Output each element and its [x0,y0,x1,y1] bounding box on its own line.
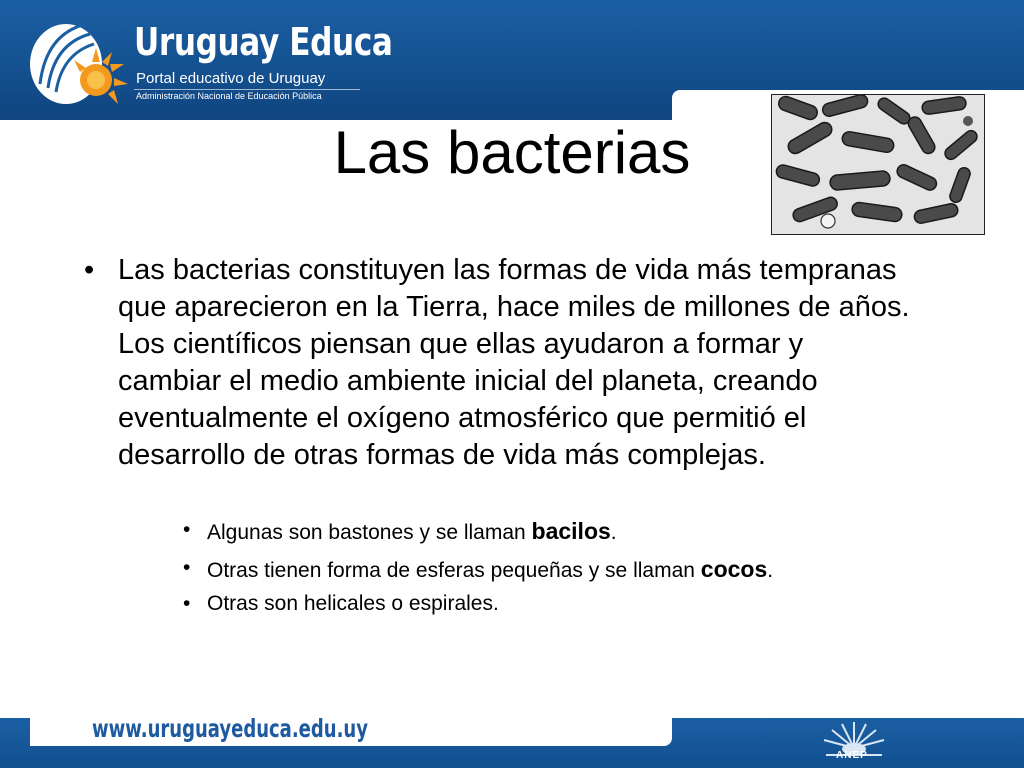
sub-bullet-tail: . [767,559,774,582]
sub-bullet-text: Otras tienen forma de esferas pequeñas y se llaman [207,559,701,582]
bullet-marker: • [183,592,191,615]
brand-organization: Administración Nacional de Educación Pública [136,91,322,101]
bullet-marker: • [84,254,95,286]
sub-bullet-bold: cocos [700,556,768,582]
sub-bullet-text: Otras son helicales o espirales. [207,592,499,615]
main-bullet-text: Las bacterias constituyen las formas de vida más tempranas que aparecieron en la Tierra, hace miles de millones de años. Los científicos piensan que ellas ayudaron a formar y cambiar el medio ambiente inicial del planeta, creando eventualmente el oxígeno atmosférico que permitió el desarrollo de otras formas de vida más complejas. [118,254,910,471]
brand-tagline: Portal educativo de Uruguay [136,70,326,87]
sub-bullet-bold: bacilos [531,518,611,544]
sub-bullet-text: Algunas son bastones y se llaman [207,521,532,544]
brand-divider [134,89,360,90]
brand-title: Uruguay Educa [134,20,393,64]
uruguay-educa-sun-logo-icon [26,14,134,110]
bullet-marker: • [183,518,191,541]
footer-url-link[interactable]: www.uruguayeduca.edu.uy [92,714,368,743]
sub-bullet-cocos [183,556,773,583]
slide-title: Las bacterias [333,119,691,186]
sub-bullet-espirales [183,592,499,616]
main-bullet [84,252,914,474]
sub-bullet-bacilos [183,518,617,545]
sub-bullet-tail: . [610,521,617,544]
bullet-marker: • [183,556,191,579]
anep-label: ANEP [836,750,868,761]
